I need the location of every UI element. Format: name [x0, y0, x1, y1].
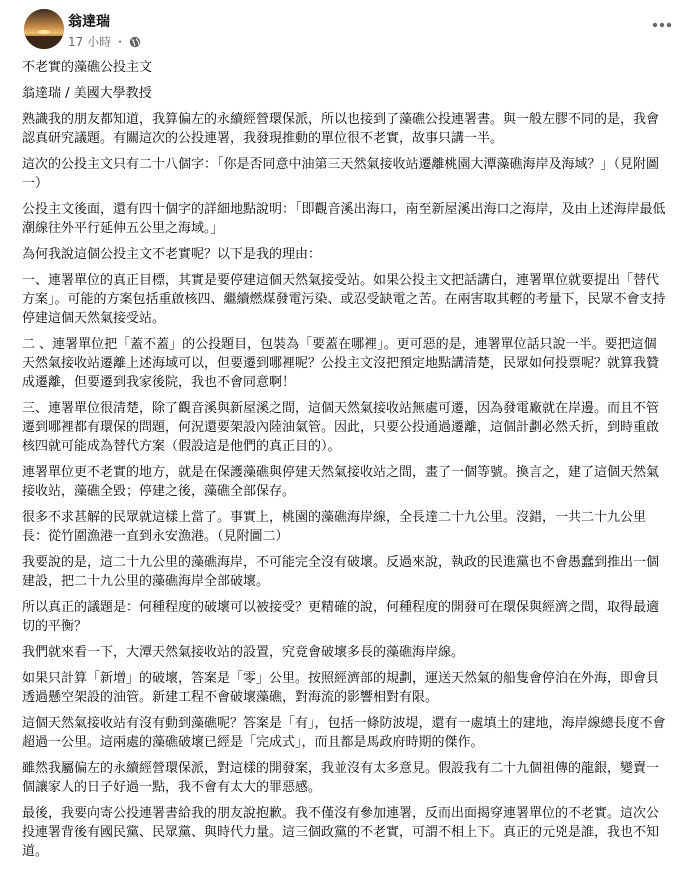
post-paragraph: 連署單位更不老實的地方，就是在保護藻礁與停建天然氣接收站之間，畫了一個等號。換言之，建了這個天然氣接收站，藻礁全毀；停建之後，藻礁全部保存。: [22, 465, 660, 499]
post-paragraph: 這次的公投主文只有二十八個字：「你是否同意中油第三天然氣接收站遷離桃園大潭藻礁海岸及海域？」（見附圖一）: [22, 157, 660, 191]
post-paragraph: 二 、連署單位把「蓋不蓋」的公投題目，包裝為「要蓋在哪裡」。更可惡的是，連署單位話只說一半。要把這個天然氣接收站遷離上述海域可以，但要遷到哪裡呢？公投主文沒把預定地點講清楚，民眾如何投票呢？就算我贊成遷離，但要遷到我家後院，我也不會同意啊！: [22, 337, 660, 390]
author-name[interactable]: 翁達瑞: [68, 14, 110, 30]
globe-icon[interactable]: [129, 36, 141, 48]
sunset-avatar-image: [24, 9, 64, 49]
post-paragraph: 我們就來看一下，大潭天然氣接收站的設置，究竟會破壞多長的藻礁海岸線。: [22, 645, 465, 660]
meta-separator: ・: [114, 35, 127, 49]
post-paragraph: 三、連署單位很清楚，除了觀音溪與新屋溪之間，這個天然氣接收站無處可遷，因為發電廠就在岸邊。而且不管遷到哪裡都有環保的問題，何況還要架設內陸油氣管。因此，只要公投通過遷離，這個計劃必然夭折，到時重啟核四就可能成為替代方案（假設這是他們的真正目的）。: [22, 401, 660, 454]
post-byline: 翁達瑞 / 美國大學教授: [22, 86, 152, 101]
post-paragraph: 一、連署單位的真正目標，其實是要停建這個天然氣接受站。如果公投主文把話講白，連署單位就要提出「替代方案」。可能的方案包括重啟核四、繼續燃煤發電污染、或忍受缺電之苦。在兩害取其輕的考量下，民眾不會支持停建這個天然氣接受站。: [22, 273, 666, 326]
post-header: [24, 9, 664, 53]
more-options-icon[interactable]: [648, 15, 676, 35]
post-paragraph: 最後，我要向寄公投連署書給我的朋友說抱歉。我不僅沒有參加連署，反而出面揭穿連署單位的不老實。這次公投連署背後有國民黨、民眾黨、與時代力量。這三個政黨的不老實，可謂不相上下。真正的元兇是誰，我也不知道。: [22, 806, 660, 859]
avatar[interactable]: [24, 9, 64, 49]
post-meta: [68, 33, 141, 50]
post-paragraph: 為何我說這個公投主文不老實呢？以下是我的理由：: [22, 247, 322, 262]
post-title: 不老實的藻礁公投主文: [22, 60, 153, 75]
post-timestamp[interactable]: 17 小時: [68, 35, 112, 49]
post-paragraph: 雖然我屬偏左的永續經營環保派，對這樣的開發案，我並沒有太多意見。假設我有二十九個祖傳的龍銀，變賣一個讓家人的日子好過一點，我不會有太大的罪惡感。: [22, 761, 660, 795]
post-paragraph: 很多不求甚解的民眾就這樣上當了。事實上，桃園的藻礁海岸線，全長達二十九公里。沒錯，一共二十九公里長：從竹圍漁港一直到永安漁港。（見附圖二）: [22, 510, 647, 544]
post-paragraph: 公投主文後面，還有四十個字的詳細地點說明：「即觀音溪出海口，南至新屋溪出海口之海岸，及由上述海岸最低潮線往外平行延伸五公里之海域。」: [22, 202, 666, 236]
post-paragraph: 如果只計算「新增」的破壞，答案是「零」公里。按照經濟部的規劃，運送天然氣的船隻會停泊在外海，即會貝透過懸空架設的油管。新建工程不會破壞藻礁，對海流的影響相對有限。: [22, 671, 660, 705]
post-paragraph: 所以真正的議題是：何種程度的破壞可以被接受？更精確的說，何種程度的開發可在環保與經濟之間，取得最適切的平衡？: [22, 600, 660, 634]
post-paragraph: 我要說的是，這二十九公里的藻礁海岸，不可能完全沒有破壞。反過來說，執政的民進黨也不會愚蠢到推出一個建設，把二十九公里的藻礁海岸全部破壞。: [22, 555, 660, 589]
post-paragraph: 熟識我的朋友都知道，我算偏左的永續經營環保派，所以也接到了藻礁公投連署書。與一般左膠不同的是，我會認真研究議題。有關這次的公投連署，我發現推動的單位很不老實，故事只講一半。: [22, 112, 660, 146]
post-body: [22, 58, 668, 868]
post-paragraph: 這個天然氣接收站有沒有動到藻礁呢？答案是「有」，包括一條防波堤，還有一處填土的建地，海岸線總長度不會超過一公里。這兩處的藻礁破壞已經是「完成式」，而且都是馬政府時期的傑作。: [22, 716, 666, 750]
